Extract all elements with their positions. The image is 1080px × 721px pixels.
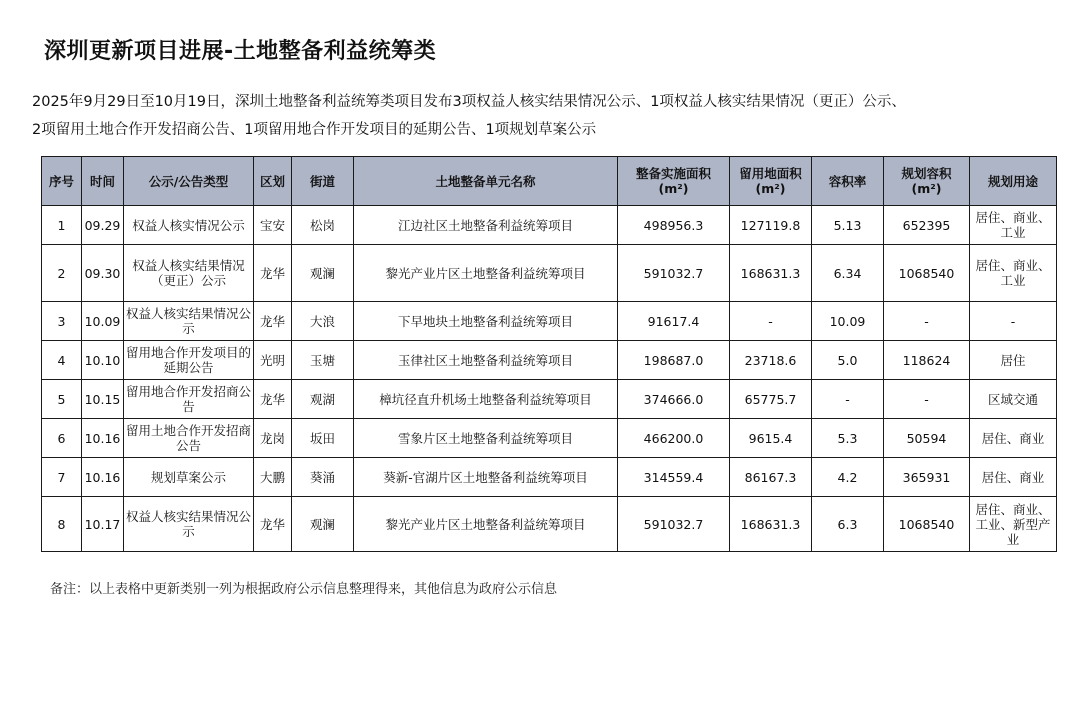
cell-use: 居住、商业: [970, 419, 1057, 458]
cell-use: -: [970, 302, 1057, 341]
cell-use: 居住、商业、工业: [970, 206, 1057, 245]
cell-type: 留用地合作开发项目的延期公告: [124, 341, 254, 380]
header-planned-unit: (m²): [911, 181, 942, 196]
cell-planned: 118624: [884, 341, 970, 380]
cell-retained: -: [730, 302, 812, 341]
table-row: [42, 302, 1057, 341]
cell-far: 6.34: [812, 245, 884, 302]
cell-retained: 23718.6: [730, 341, 812, 380]
cell-name: 黎光产业片区土地整备利益统筹项目: [354, 245, 618, 302]
cell-name: 玉律社区土地整备利益统筹项目: [354, 341, 618, 380]
cell-type: 留用地合作开发招商公告: [124, 380, 254, 419]
intro-line: 2项留用土地合作开发招商公告、1项留用地合作开发项目的延期公告、1项规划草案公示: [32, 122, 597, 138]
cell-far: 5.13: [812, 206, 884, 245]
table-row: [42, 341, 1057, 380]
cell-no: 7: [42, 458, 82, 497]
cell-planned: 365931: [884, 458, 970, 497]
header-area-label: 整备实施面积: [635, 166, 711, 181]
footnote: 备注：以上表格中更新类别一列为根据政府公示信息整理得来，其他信息为政府公示信息: [50, 582, 558, 597]
cell-name: 黎光产业片区土地整备利益统筹项目: [354, 497, 618, 552]
table-row: [42, 497, 1057, 552]
cell-area: 91617.4: [618, 302, 730, 341]
cell-street: 观澜: [292, 245, 354, 302]
cell-type: 权益人核实结果情况公示: [124, 497, 254, 552]
cell-far: 10.09: [812, 302, 884, 341]
cell-area: 374666.0: [618, 380, 730, 419]
header-area-unit: (m²): [658, 181, 689, 196]
cell-planned: -: [884, 380, 970, 419]
header-retained: [730, 157, 812, 206]
cell-far: 6.3: [812, 497, 884, 552]
cell-far: -: [812, 380, 884, 419]
cell-retained: 168631.3: [730, 245, 812, 302]
cell-district: 龙华: [254, 302, 292, 341]
cell-district: 龙华: [254, 497, 292, 552]
header-retained-unit: (m²): [755, 181, 786, 196]
header-use: 规划用途: [970, 157, 1057, 206]
cell-planned: 50594: [884, 419, 970, 458]
cell-street: 葵涌: [292, 458, 354, 497]
cell-type: 留用土地合作开发招商公告: [124, 419, 254, 458]
cell-type: 规划草案公示: [124, 458, 254, 497]
cell-use: 居住、商业、工业、新型产业: [970, 497, 1057, 552]
intro-line: 2025年9月29日至10月19日，深圳土地整备利益统筹类项目发布3项权益人核实结果情况公示、1项权益人核实结果情况（更正）公示、: [32, 94, 906, 110]
header-far: 容积率: [812, 157, 884, 206]
cell-date: 10.15: [82, 380, 124, 419]
cell-no: 4: [42, 341, 82, 380]
cell-street: 玉塘: [292, 341, 354, 380]
cell-planned: -: [884, 302, 970, 341]
cell-no: 1: [42, 206, 82, 245]
cell-district: 龙华: [254, 245, 292, 302]
cell-district: 宝安: [254, 206, 292, 245]
cell-street: 坂田: [292, 419, 354, 458]
table-header-row: [42, 157, 1057, 206]
cell-street: 大浪: [292, 302, 354, 341]
cell-retained: 127119.8: [730, 206, 812, 245]
header-name: 土地整备单元名称: [354, 157, 618, 206]
cell-planned: 652395: [884, 206, 970, 245]
cell-name: 樟坑径直升机场土地整备利益统筹项目: [354, 380, 618, 419]
cell-district: 大鹏: [254, 458, 292, 497]
cell-far: 5.0: [812, 341, 884, 380]
table-row: [42, 245, 1057, 302]
cell-type: 权益人核实结果情况公示: [124, 302, 254, 341]
cell-area: 466200.0: [618, 419, 730, 458]
cell-no: 3: [42, 302, 82, 341]
cell-area: 498956.3: [618, 206, 730, 245]
table-row: [42, 380, 1057, 419]
cell-no: 8: [42, 497, 82, 552]
cell-far: 5.3: [812, 419, 884, 458]
page-title: 深圳更新项目进展-土地整备利益统筹类: [44, 39, 437, 64]
header-date: 时间: [82, 157, 124, 206]
cell-use: 居住、商业: [970, 458, 1057, 497]
cell-area: 591032.7: [618, 245, 730, 302]
cell-retained: 9615.4: [730, 419, 812, 458]
cell-no: 6: [42, 419, 82, 458]
cell-retained: 65775.7: [730, 380, 812, 419]
cell-street: 观澜: [292, 497, 354, 552]
cell-retained: 168631.3: [730, 497, 812, 552]
table-row: [42, 458, 1057, 497]
cell-use: 区域交通: [970, 380, 1057, 419]
table-row: [42, 419, 1057, 458]
header-planned: [884, 157, 970, 206]
cell-area: 198687.0: [618, 341, 730, 380]
cell-retained: 86167.3: [730, 458, 812, 497]
cell-type: 权益人核实结果情况（更正）公示: [124, 245, 254, 302]
cell-name: 雪象片区土地整备利益统筹项目: [354, 419, 618, 458]
cell-date: 09.29: [82, 206, 124, 245]
intro-paragraph: [32, 88, 1062, 144]
cell-street: 观湖: [292, 380, 354, 419]
cell-street: 松岗: [292, 206, 354, 245]
cell-date: 09.30: [82, 245, 124, 302]
cell-planned: 1068540: [884, 497, 970, 552]
cell-planned: 1068540: [884, 245, 970, 302]
header-type: 公示/公告类型: [124, 157, 254, 206]
cell-district: 龙岗: [254, 419, 292, 458]
header-street: 街道: [292, 157, 354, 206]
header-planned-label: 规划容积: [901, 166, 952, 181]
cell-far: 4.2: [812, 458, 884, 497]
cell-date: 10.16: [82, 458, 124, 497]
cell-date: 10.09: [82, 302, 124, 341]
cell-date: 10.10: [82, 341, 124, 380]
cell-area: 591032.7: [618, 497, 730, 552]
header-area: [618, 157, 730, 206]
cell-no: 2: [42, 245, 82, 302]
cell-name: 下早地块土地整备利益统筹项目: [354, 302, 618, 341]
cell-no: 5: [42, 380, 82, 419]
cell-name: 江边社区土地整备利益统筹项目: [354, 206, 618, 245]
cell-area: 314559.4: [618, 458, 730, 497]
table-row: [42, 206, 1057, 245]
cell-district: 光明: [254, 341, 292, 380]
cell-use: 居住、商业、工业: [970, 245, 1057, 302]
cell-name: 葵新-官湖片区土地整备利益统筹项目: [354, 458, 618, 497]
cell-district: 龙华: [254, 380, 292, 419]
cell-use: 居住: [970, 341, 1057, 380]
cell-date: 10.17: [82, 497, 124, 552]
cell-date: 10.16: [82, 419, 124, 458]
project-table: [41, 156, 1057, 552]
header-no: 序号: [42, 157, 82, 206]
header-district: 区划: [254, 157, 292, 206]
header-retained-label: 留用地面积: [739, 166, 802, 181]
cell-type: 权益人核实情况公示: [124, 206, 254, 245]
